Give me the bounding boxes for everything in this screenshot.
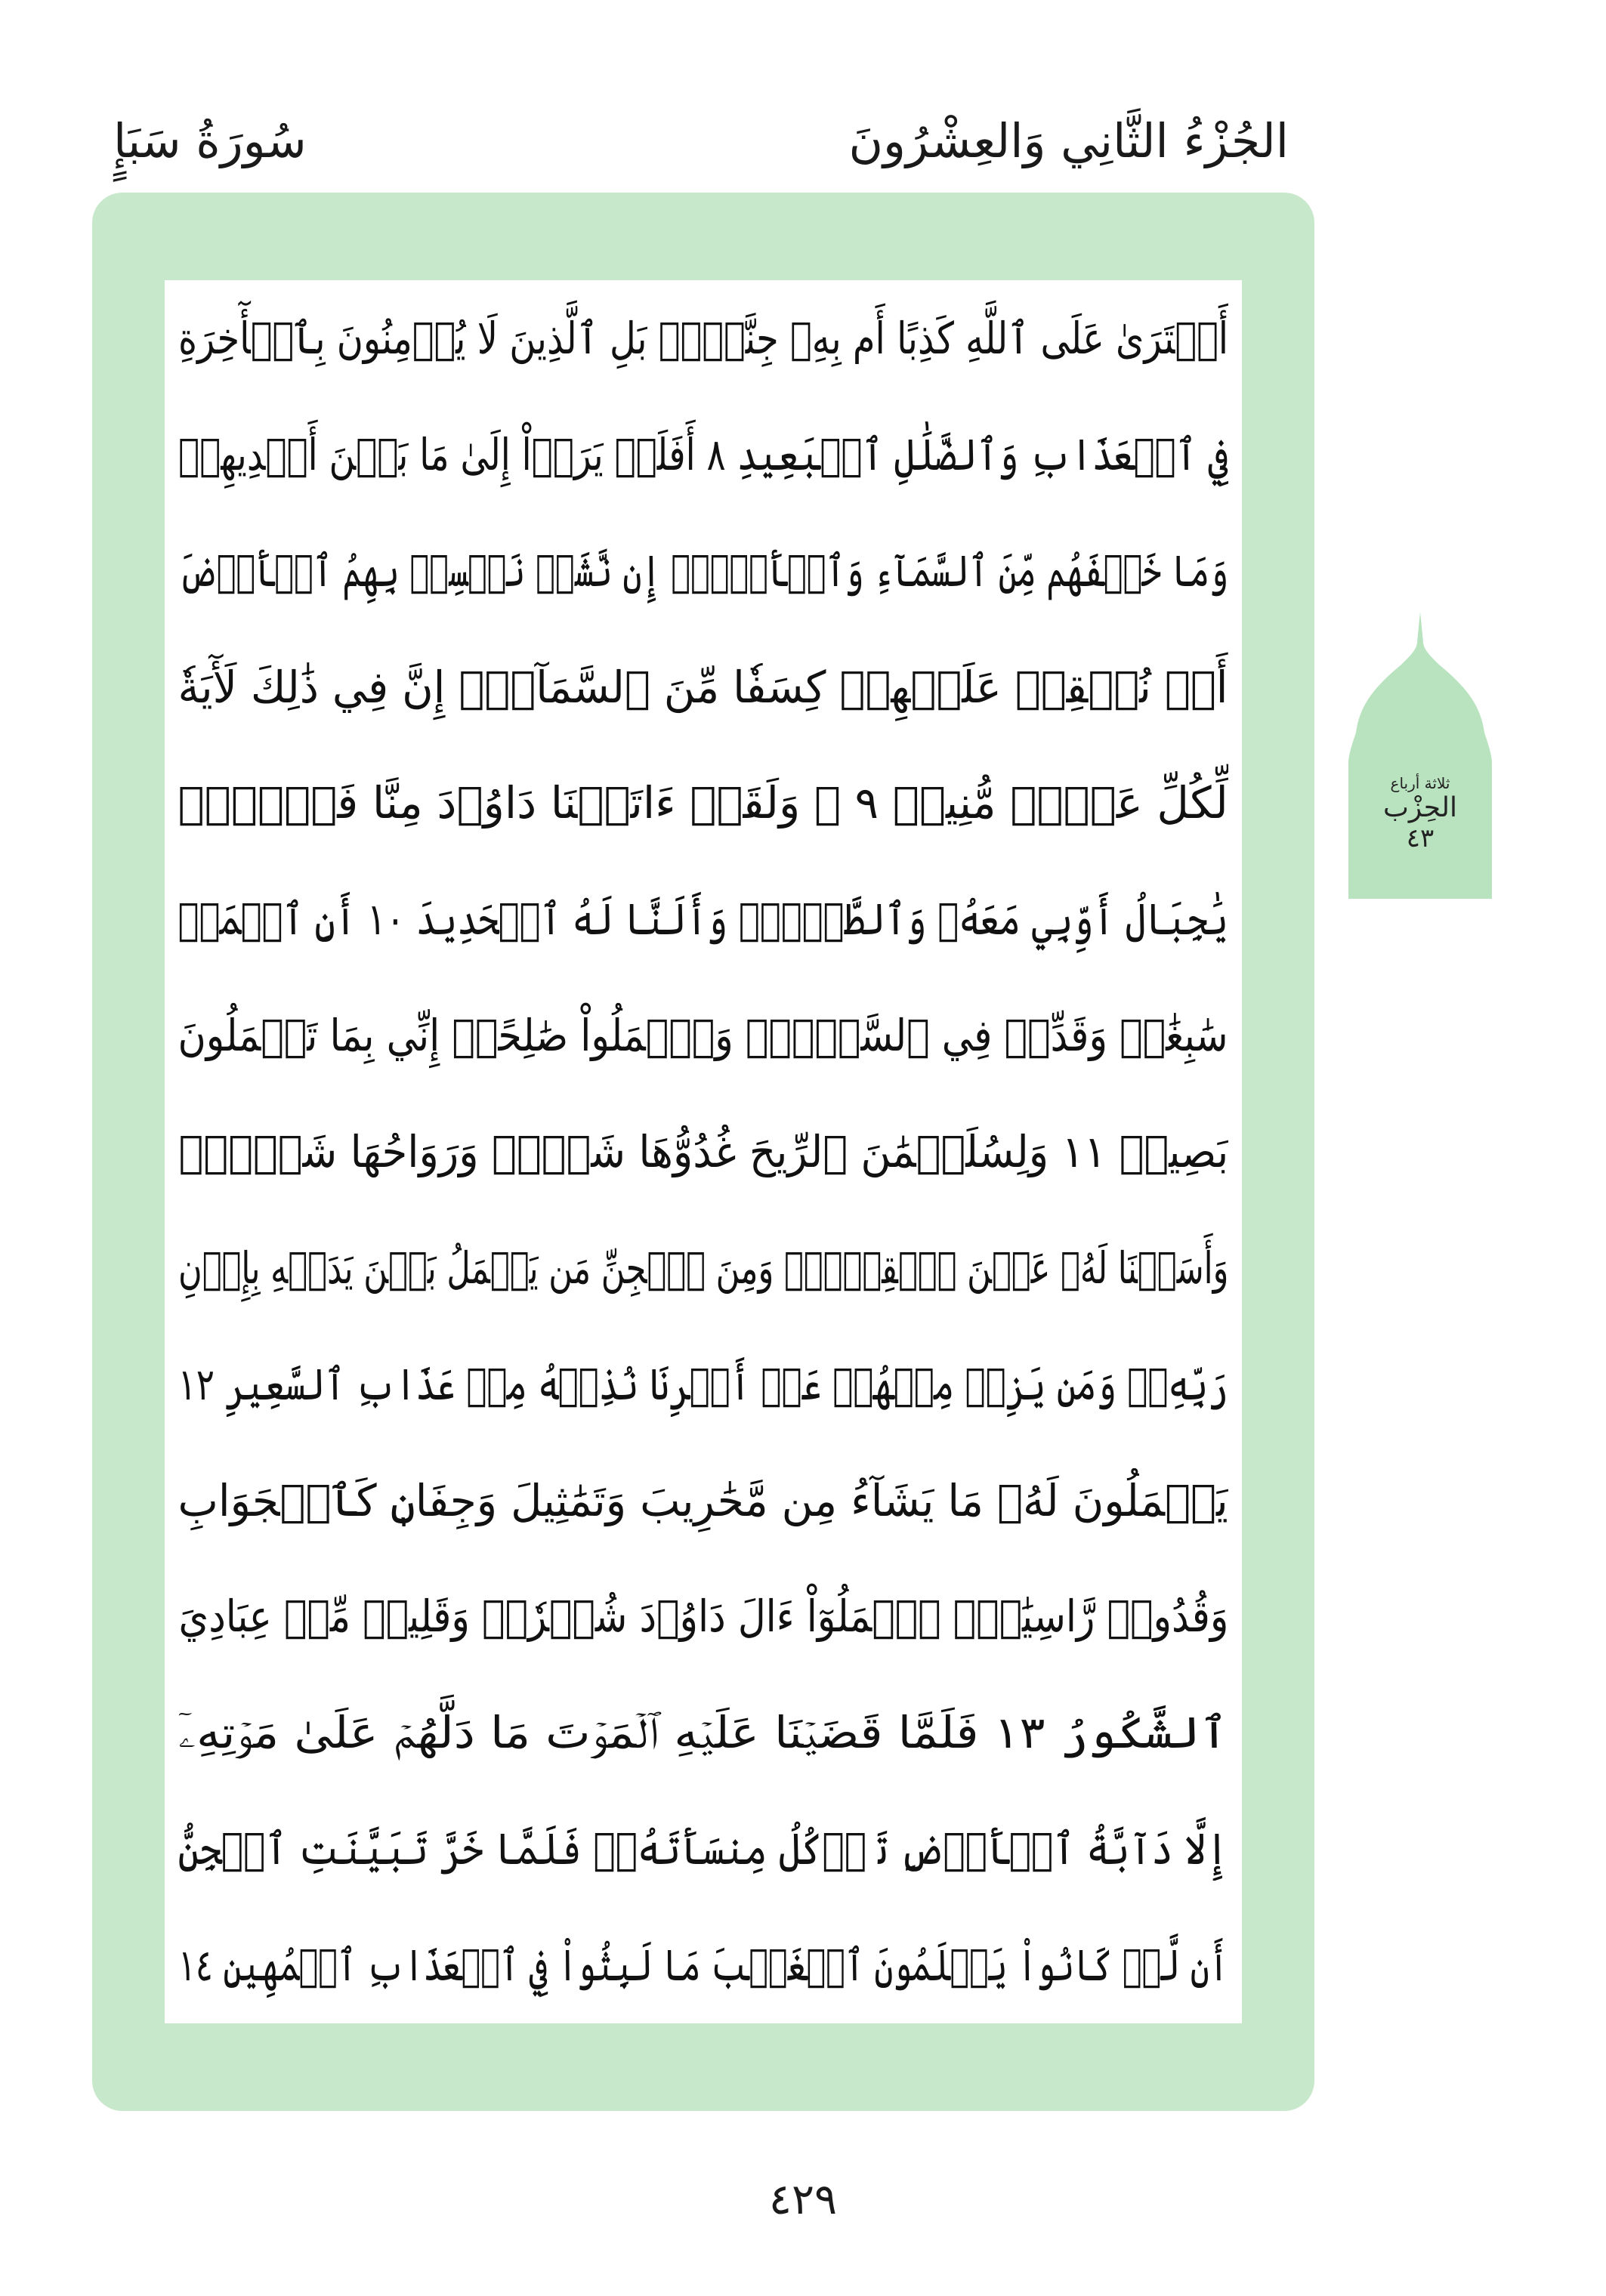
verse-line-9: وَأَسَلۡنَا لَهُۥ عَيۡنَ ٱلۡقِطۡرِۖ وَمِنَ ٱلۡجِنِّ مَن يَعۡمَلُ بَيۡنَ يَدَيۡهِ بِإِذۡنِ bbox=[178, 1242, 1228, 1294]
verse-line-14: إِلَّا دَآبَّةُ ٱلۡأَرۡضِ تَأۡكُلُ مِنسَأَتَهُۥۖ فَلَمَّا خَرَّ تَبَيَّنَتِ ٱلۡجِنُّ bbox=[178, 1823, 1228, 1875]
verse-line-12: وَقُدُورٖ رَّاسِيَٰتٍۚ ٱعۡمَلُوٓاْ ءَالَ دَاوُۥدَ شُكۡرٗاۚ وَقَلِيلٞ مِّنۡ عِبَادِيَ bbox=[178, 1591, 1228, 1643]
hizb-label bbox=[1348, 774, 1492, 853]
verse-line-4: أَوۡ نُسۡقِطۡ عَلَيۡهِمۡ كِسَفٗا مِّنَ ٱلسَّمَآءِۚ إِنَّ فِي ذَٰلِكَ لَأٓيَةٗ bbox=[178, 661, 1228, 713]
verse-line-7: سَٰبِغَٰتٖ وَقَدِّرۡ فِي ٱلسَّرۡدِۖ وَٱعۡمَلُواْ صَٰلِحًاۖ إِنِّي بِمَا تَعۡمَلُونَ bbox=[178, 1010, 1228, 1062]
surah-title: سُورَةُ سَبَإٍ bbox=[113, 113, 307, 168]
verse-line-11: يَعۡمَلُونَ لَهُۥ مَا يَشَآءُ مِن مَّحَٰرِيبَ وَتَمَٰثِيلَ وَجِفَانٖ كَٱلۡجَوَابِ bbox=[178, 1474, 1228, 1526]
verse-line-8: بَصِيرٞ ١١ وَلِسُلَيۡمَٰنَ ٱلرِّيحَ غُدُوُّهَا شَهۡرٞ وَرَوَاحُهَا شَهۡرٞۖ bbox=[178, 1125, 1228, 1177]
page-number: ٤٢٩ bbox=[768, 2175, 838, 2224]
hizb-word: الحِزْب bbox=[1383, 792, 1457, 823]
juz-title: الجُزْءُ الثَّانِي وَالعِشْرُونَ bbox=[848, 113, 1289, 168]
verse-line-3: وَمَا خَلۡفَهُم مِّنَ ٱلسَّمَآءِ وَٱلۡأَرۡضِۚ إِن نَّشَأۡ نَخۡسِفۡ بِهِمُ ٱلۡأَرۡضَ bbox=[178, 545, 1228, 597]
verse-line-6: يَٰجِبَالُ أَوِّبِي مَعَهُۥ وَٱلطَّيۡرَۖ وَأَلَنَّا لَهُ ٱلۡحَدِيدَ ١٠ أَنِ ٱعۡمَلۡ bbox=[178, 893, 1228, 946]
hizb-marker bbox=[1348, 612, 1492, 899]
verse-lines bbox=[178, 280, 1228, 2023]
verse-line-13: ٱلشَّكُورُ ١٣ فَلَمَّا قَضَيۡنَا عَلَيۡهِ ٱلۡمَوۡتَ مَا دَلَّهُمۡ عَلَىٰ مَوۡتِهِۦٓ bbox=[178, 1706, 1228, 1758]
page-frame bbox=[92, 193, 1314, 2111]
verse-line-1: أَفۡتَرَىٰ عَلَى ٱللَّهِ كَذِبًا أَم بِهِۦ جِنَّةُۢۗ بَلِ ٱلَّذِينَ لَا يُؤۡمِنُونَ بِٱلۡأٓخِرَةِ bbox=[178, 312, 1228, 364]
verse-line-10: رَبِّهِۦۖ وَمَن يَزِغۡ مِنۡهُمۡ عَنۡ أَمۡرِنَا نُذِقۡهُ مِنۡ عَذَابِ ٱلسَّعِيرِ ١٢ bbox=[178, 1358, 1228, 1410]
dome-ornament-icon bbox=[1348, 612, 1492, 899]
text-panel bbox=[165, 280, 1242, 2023]
verse-line-15: أَن لَّوۡ كَانُواْ يَعۡلَمُونَ ٱلۡغَيۡبَ مَا لَبِثُواْ فِي ٱلۡعَذَابِ ٱلۡمُهِينِ ١٤ bbox=[178, 1939, 1228, 1991]
hizb-quarter-label: ثلاثة أرباع bbox=[1390, 774, 1450, 792]
hizb-number: ٤٣ bbox=[1406, 823, 1435, 853]
verse-line-2: فِي ٱلۡعَذَابِ وَٱلضَّلَٰلِ ٱلۡبَعِيدِ ٨ أَفَلَمۡ يَرَوۡاْ إِلَىٰ مَا بَيۡنَ أَيۡدِيهِمۡ bbox=[178, 428, 1228, 480]
verse-line-5: لِّكُلِّ عَبۡدٖ مُّنِيبٖ ٩ ۞ وَلَقَدۡ ءَاتَيۡنَا دَاوُۥدَ مِنَّا فَضۡلٗاۖ bbox=[178, 777, 1228, 829]
